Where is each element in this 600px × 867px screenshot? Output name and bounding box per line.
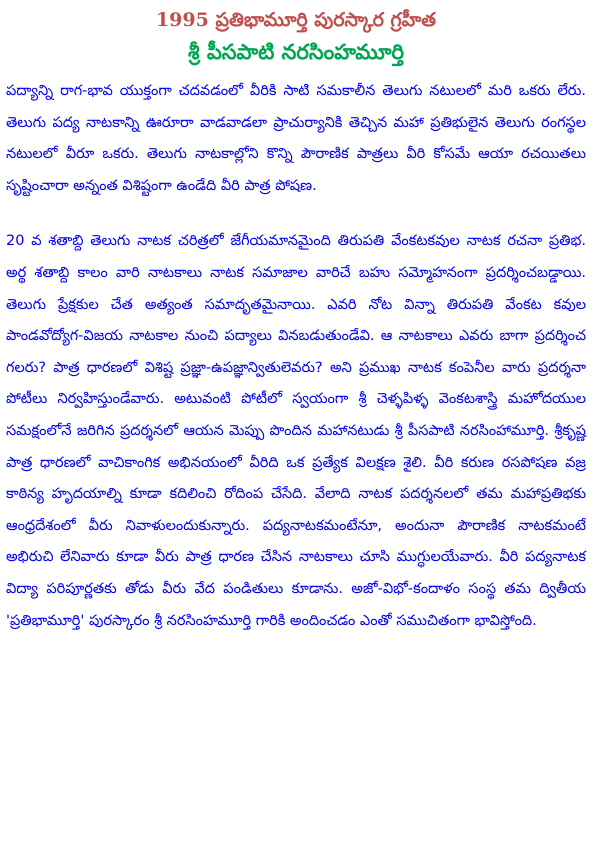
biography-paragraph: 20 వ శతాబ్ది తెలుగు నాటక చరిత్రలో జేగీయమానమైంది తిరుపతి వేంకటకవుల నాటక రచనా ప్రతిభ. అర్థ శతాబ్ది కాలం వారి నాటకాలు నాటక సమాజాల వారిచే బహు సమ్మోహనంగా ప్రదర్శించబడ్డాయి. తెలుగు ప్రేక్షకుల చేత అత్యంత సమాదృతమైనాయి. ఎవరి నోట విన్నా తిరుపతి వేంకట కవుల పాండవోద్యోగ-విజయ నాటకాల నుంచి పద్యాలు వినబడుతుండేవి. ఆ నాటకాలు ఎవరు బాగా ప్రదర్శించ గలరు? పాత్ర ధారణలో విశిష్ట ప్రజ్ఞా-ఉపజ్ఞాన్వితులెవరు? అని ప్రముఖ నాటక కంపెనీల వారు ప్రదర్శనా పోటీలు నిర్వహిస్తుండేవారు. అటువంటి పోటీలో స్వయంగా శ్రీ చెళ్ళపిళ్ళ వెంకటశాస్త్రి మహోదయుల సమక్షంలోనే జరిగిన ప్రదర్శనలో ఆయన మెప్పు పొందిన మహానటుడు శ్రీ పీసపాటి నరసింహామూర్తి. శ్రీకృష్ణ పాత్ర ధారణలో వాచికాంగిక అభినయంలో వీరిది ఒక ప్రత్యేక విలక్షణ శైలి. వీరి కరుణ రసపోషణ వజ్ర కాఠిన్య హృదయాల్ని కూడా కదిలించి రోదింప చేసేది. వేలాది నాటక పదర్శనలలో తమ మహాప్రతిభకు ఆంధ్రదేశంలో వీరు నివాళులందుకున్నారు. పద్యనాటకమంటేనూ, అందునా పౌరాణిక నాటకమంటే అభిరుచి లేనివారు కూడా వీరు పాత్ర ధారణ చేసిన నాటకాలు చూసి ముగ్ధులయేవారు. వీరి పద్యనాటక విద్యా పరిపూర్ణతకు తోడు వీరు వేద పండితులు కూడాను. అజో-విభో-కందాళం సంస్థ తమ ద్వితీయ 'ప్రతిభామూర్తి' పురస్కారం శ్రీ నరసింహమూర్తి గారికి అందించడం ఎంతో సముచితంగా భావిస్తోంది. — [6, 233, 586, 629]
awardee-name: శ్రీ పీసపాటి నరసింహమూర్తి — [187, 40, 405, 64]
award-title: 1995 ప్రతిభామూర్తి పురస్కార గ్రహీత — [155, 9, 437, 31]
intro-paragraph: పద్యాన్ని రాగ-భావ యుక్తంగా చదవడంలో వీరికి సాటి సమకాలీన తెలుగు నటులలో మరి ఒకరు లేరు. తెలుగు పద్య నాటకాన్ని ఊరూరా వాడవాడలా ప్రాచుర్యానికి తెచ్చిన మహా ప్రతిభులైన తెలుగు రంగస్థల నటులలో వీరూ ఒకరు. తెలుగు నాటకాల్లోని కొన్ని పౌరాణిక పాత్రలు వీరి కోసమే ఆయా రచయితలు సృష్టించారా అన్నంత విశిష్టంగా ఉండేది వీరి పాత్ర పోషణ. — [6, 83, 586, 194]
